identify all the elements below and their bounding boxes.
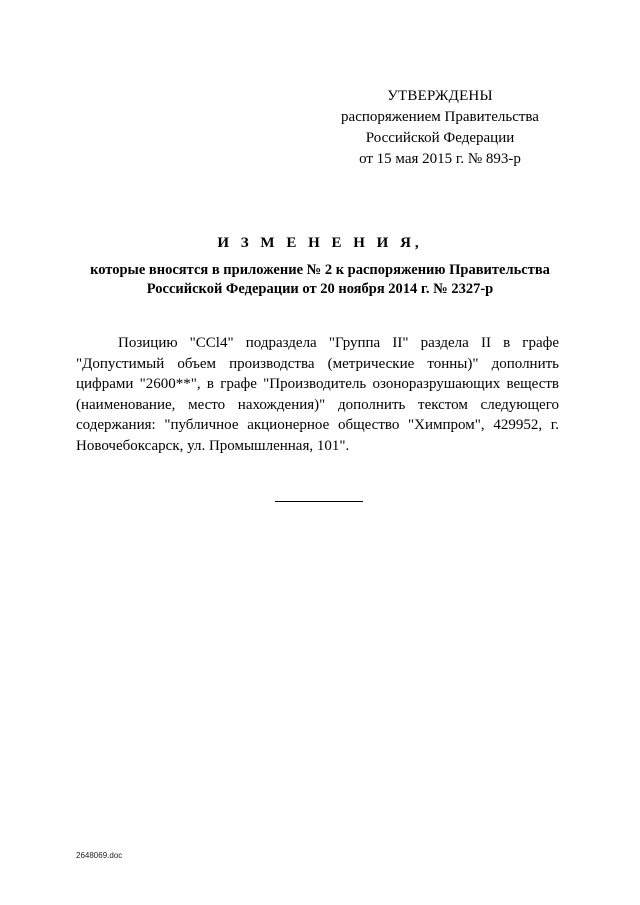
file-code: 2648069.doc	[76, 851, 123, 860]
document-heading	[60, 233, 580, 299]
approval-title: УТВЕРЖДЕНЫ	[387, 88, 493, 104]
approval-line-1: распоряжением Правительства	[341, 109, 539, 125]
document-title: И З М Е Н Е Н И Я,	[217, 235, 423, 251]
approval-block	[340, 86, 540, 170]
document-subtitle-line-2: Российской Федерации от 20 ноября 2014 г. № 2327-р	[146, 281, 494, 297]
separator-line	[275, 501, 363, 502]
approval-line-2: Российской Федерации	[365, 130, 515, 146]
body-paragraph: Позицию "CCl4" подраздела "Группа II" раздела II в графе "Допустимый объем производства (метрические тонны)" дополнить цифрами "2600**", в графе "Производитель озоноразрушающих веществ (наименование, место нахождения)" дополнить текстом следующего содержания: "публичное акционерное общество "Химпром", 429952, г. Новочебоксарск, ул. Промышленная, 101".	[76, 335, 559, 454]
approval-date-number: от 15 мая 2015 г. № 893-р	[359, 151, 521, 167]
document-subtitle-line-1: которые вносятся в приложение № 2 к распоряжению Правительства	[90, 262, 550, 278]
